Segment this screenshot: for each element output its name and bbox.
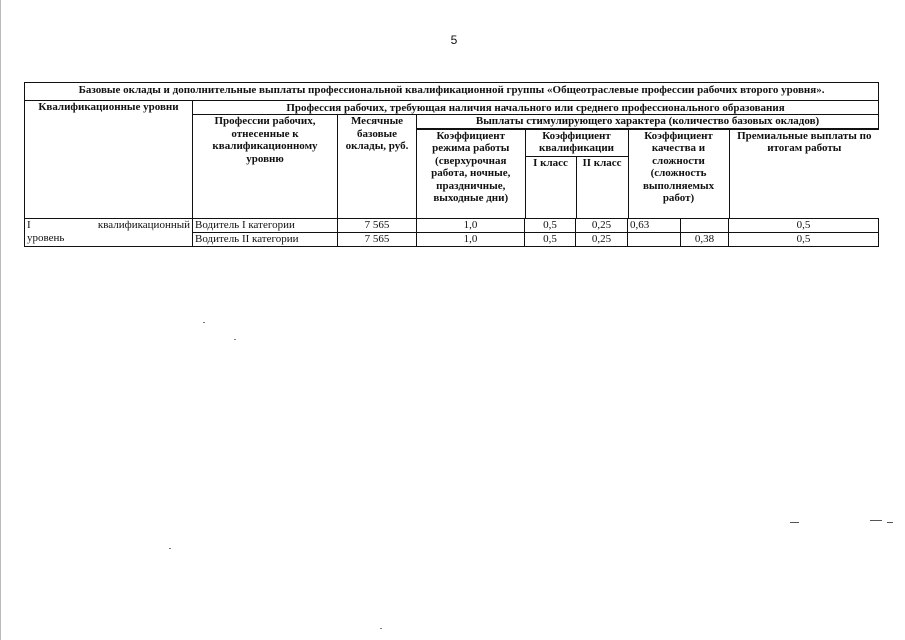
- scan-dot: [203, 322, 205, 323]
- quality-2-cell: [681, 218, 729, 232]
- level-cell-top: [25, 218, 193, 232]
- header-class-2: II класс: [576, 156, 628, 218]
- header-qualification: Коэффициент квалификации: [525, 129, 628, 156]
- bonus-cell: 0,5: [729, 218, 879, 232]
- scan-dot: [169, 548, 171, 549]
- scan-dot: [380, 628, 382, 629]
- header-quality: Коэффициент качества и сложности (сложность выполняемых работ): [628, 129, 729, 218]
- header-class-1: I класс: [525, 156, 576, 218]
- header-bonus: Премиальные выплаты по итогам работы: [729, 129, 879, 218]
- quality-1-cell: [628, 232, 681, 246]
- header-professions: Профессии рабочих, отнесенные к квалификационному уровню: [193, 115, 338, 219]
- header-stimulating: Выплаты стимулирующего характера (количество базовых окладов): [417, 115, 879, 129]
- table-row: [25, 232, 879, 246]
- level-word: квалификационный: [97, 218, 190, 231]
- class-1-cell: 0,5: [525, 218, 576, 232]
- level-roman: I: [27, 218, 31, 231]
- header-levels: Квалификационные уровни: [25, 100, 193, 218]
- profession-cell: Водитель II категории: [193, 232, 338, 246]
- profession-cell: Водитель I категории: [193, 218, 338, 232]
- table-title: Базовые оклады и дополнительные выплаты профессиональной квалификационной группы «Общеотраслевые профессии рабочих второго уровня».: [25, 83, 879, 101]
- class-2-cell: 0,25: [576, 232, 628, 246]
- salary-cell: 7 565: [338, 232, 417, 246]
- profession-requirement: Профессия рабочих, требующая наличия начального или среднего профессионального образования: [193, 100, 879, 115]
- header-work-mode: Коэффициент режима работы (сверхурочная работа, ночные, праздничные, выходные дни): [417, 129, 525, 218]
- scan-edge: [0, 0, 1, 640]
- table-row: [25, 218, 879, 232]
- scan-mark: [790, 522, 799, 523]
- quality-2-cell: 0,38: [681, 232, 729, 246]
- quality-1-cell: 0,63: [628, 218, 681, 232]
- work-mode-cell: 1,0: [417, 218, 525, 232]
- class-2-cell: 0,25: [576, 218, 628, 232]
- scan-dot: [234, 339, 236, 340]
- class-1-cell: 0,5: [525, 232, 576, 246]
- level-cell-bottom: уровень: [25, 232, 193, 246]
- stimulating-subtable: [417, 129, 879, 218]
- bonus-cell: 0,5: [729, 232, 879, 246]
- work-mode-cell: 1,0: [417, 232, 525, 246]
- scan-mark: [887, 522, 893, 523]
- salary-cell: 7 565: [338, 218, 417, 232]
- page-number: 5: [450, 33, 458, 47]
- salary-table: [24, 82, 879, 247]
- scan-mark: [870, 520, 882, 521]
- header-salary: Месячные базовые оклады, руб.: [338, 115, 417, 219]
